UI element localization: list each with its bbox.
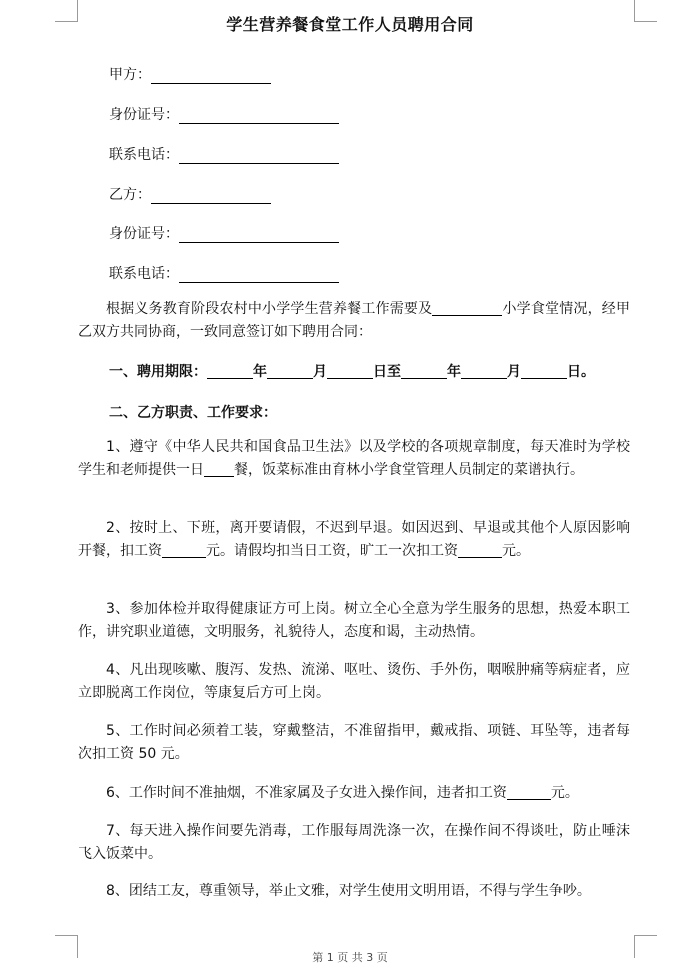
- party-a-phone-label: 联系电话：: [109, 147, 179, 163]
- party-b-label: 乙方：: [109, 187, 151, 203]
- page-footer: [0, 949, 700, 965]
- party-a-label: 甲方：: [109, 67, 151, 83]
- clause-4: 4、凡出现咳嗽、腹泻、发热、流涕、呕吐、烫伤、手外伤，咽喉肿痛等病症者，应立即脱离工作岗位，等康复后方可上岗。: [78, 662, 630, 701]
- smoking-deduction-blank[interactable]: [507, 784, 551, 800]
- start-year-blank[interactable]: [207, 363, 253, 379]
- section-2-heading: 二、乙方职责、工作要求：: [109, 405, 277, 421]
- page-title: 学生营养餐食堂工作人员聘用合同: [226, 15, 474, 34]
- footer-suffix: 页: [376, 951, 388, 964]
- end-year-unit: 年: [447, 364, 461, 380]
- start-month-blank[interactable]: [267, 363, 313, 379]
- total-page-count: 3: [366, 951, 374, 964]
- lateness-deduction-blank[interactable]: [162, 542, 206, 558]
- clause-2-text-1: 2、按时上、下班，离开要请假，不迟到早退。如因迟到、早退或其他个人原因影响开餐，扣工资: [78, 520, 630, 559]
- party-b-phone-row: [109, 263, 339, 283]
- current-page-number: 1: [326, 951, 334, 964]
- end-month-unit: 月: [507, 364, 521, 380]
- clause-3: 3、参加体检并取得健康证方可上岗。树立全心全意为学生服务的思想，热爱本职工作，讲究职业道德，文明服务，礼貌待人，态度和谒，主动热情。: [78, 601, 630, 640]
- party-a-row: [109, 64, 271, 84]
- intro-text-end: 小学食堂情况，经甲乙双方共同协商，一致同意签订如下聘用合同：: [78, 301, 630, 340]
- intro-paragraph: [78, 298, 630, 344]
- intro-text-start: 根据义务教育阶段农村中小学学生营养餐工作需要及: [106, 301, 433, 317]
- start-day-unit: 日至: [373, 364, 401, 380]
- start-day-blank[interactable]: [327, 363, 373, 379]
- meals-count-blank[interactable]: [204, 461, 234, 477]
- clause-6-text-end: 元。: [550, 785, 579, 801]
- clause-1-text-start: 1、遵守《中华人民共和国食品卫生法》以及学校的各项规章制度，每天准时为学校学生和老师提供一日: [78, 439, 630, 478]
- end-day-blank[interactable]: [521, 363, 567, 379]
- start-year-unit: 年: [253, 364, 267, 380]
- school-name-blank[interactable]: [432, 300, 502, 316]
- party-b-phone-label: 联系电话：: [109, 266, 179, 282]
- party-a-phone-blank[interactable]: [179, 147, 339, 164]
- section-1-term: [109, 361, 595, 381]
- party-a-phone-row: [109, 144, 339, 164]
- party-a-id-blank[interactable]: [179, 107, 339, 124]
- end-month-blank[interactable]: [461, 363, 507, 379]
- clause-2-text-3: 元。: [502, 543, 530, 559]
- party-a-id-row: [109, 104, 339, 124]
- clause-1-text-end: 餐，饭菜标准由育林小学食堂管理人员制定的菜谱执行。: [234, 462, 584, 478]
- section-1-heading: 一、聘用期限：: [109, 364, 207, 380]
- footer-middle: 页 共: [337, 951, 363, 964]
- clause-6: [78, 782, 630, 805]
- party-b-row: [109, 184, 271, 204]
- start-month-unit: 月: [313, 364, 327, 380]
- party-a-id-label: 身份证号：: [109, 107, 179, 123]
- end-day-unit: 日。: [567, 364, 595, 380]
- clause-1: [78, 436, 630, 482]
- absence-deduction-blank[interactable]: [458, 542, 502, 558]
- clause-2-text-2: 元。请假均扣当日工资，旷工一次扣工资: [206, 543, 458, 559]
- party-b-id-label: 身份证号：: [109, 226, 179, 242]
- party-b-id-blank[interactable]: [179, 226, 339, 243]
- end-year-blank[interactable]: [401, 363, 447, 379]
- clause-2: [78, 517, 630, 563]
- clause-7: 7、每天进入操作间要先消毒，工作服每周洗涤一次，在操作间不得谈吐，防止唾沫飞入饭菜中。: [78, 823, 630, 862]
- party-b-id-row: [109, 223, 339, 243]
- clause-6-text-start: 6、工作时间不准抽烟，不准家属及子女进入操作间，违者扣工资: [106, 785, 507, 801]
- footer-prefix: 第: [312, 951, 324, 964]
- clause-8: 8、团结工友，尊重领导，举止文雅，对学生使用文明用语，不得与学生争吵。: [106, 883, 591, 899]
- clause-5: 5、工作时间必须着工装，穿戴整洁，不准留指甲，戴戒指、项链、耳坠等，违者每次扣工资 50 元。: [78, 723, 630, 762]
- party-b-blank[interactable]: [151, 187, 271, 204]
- party-b-phone-blank[interactable]: [179, 266, 339, 283]
- party-a-blank[interactable]: [151, 67, 271, 84]
